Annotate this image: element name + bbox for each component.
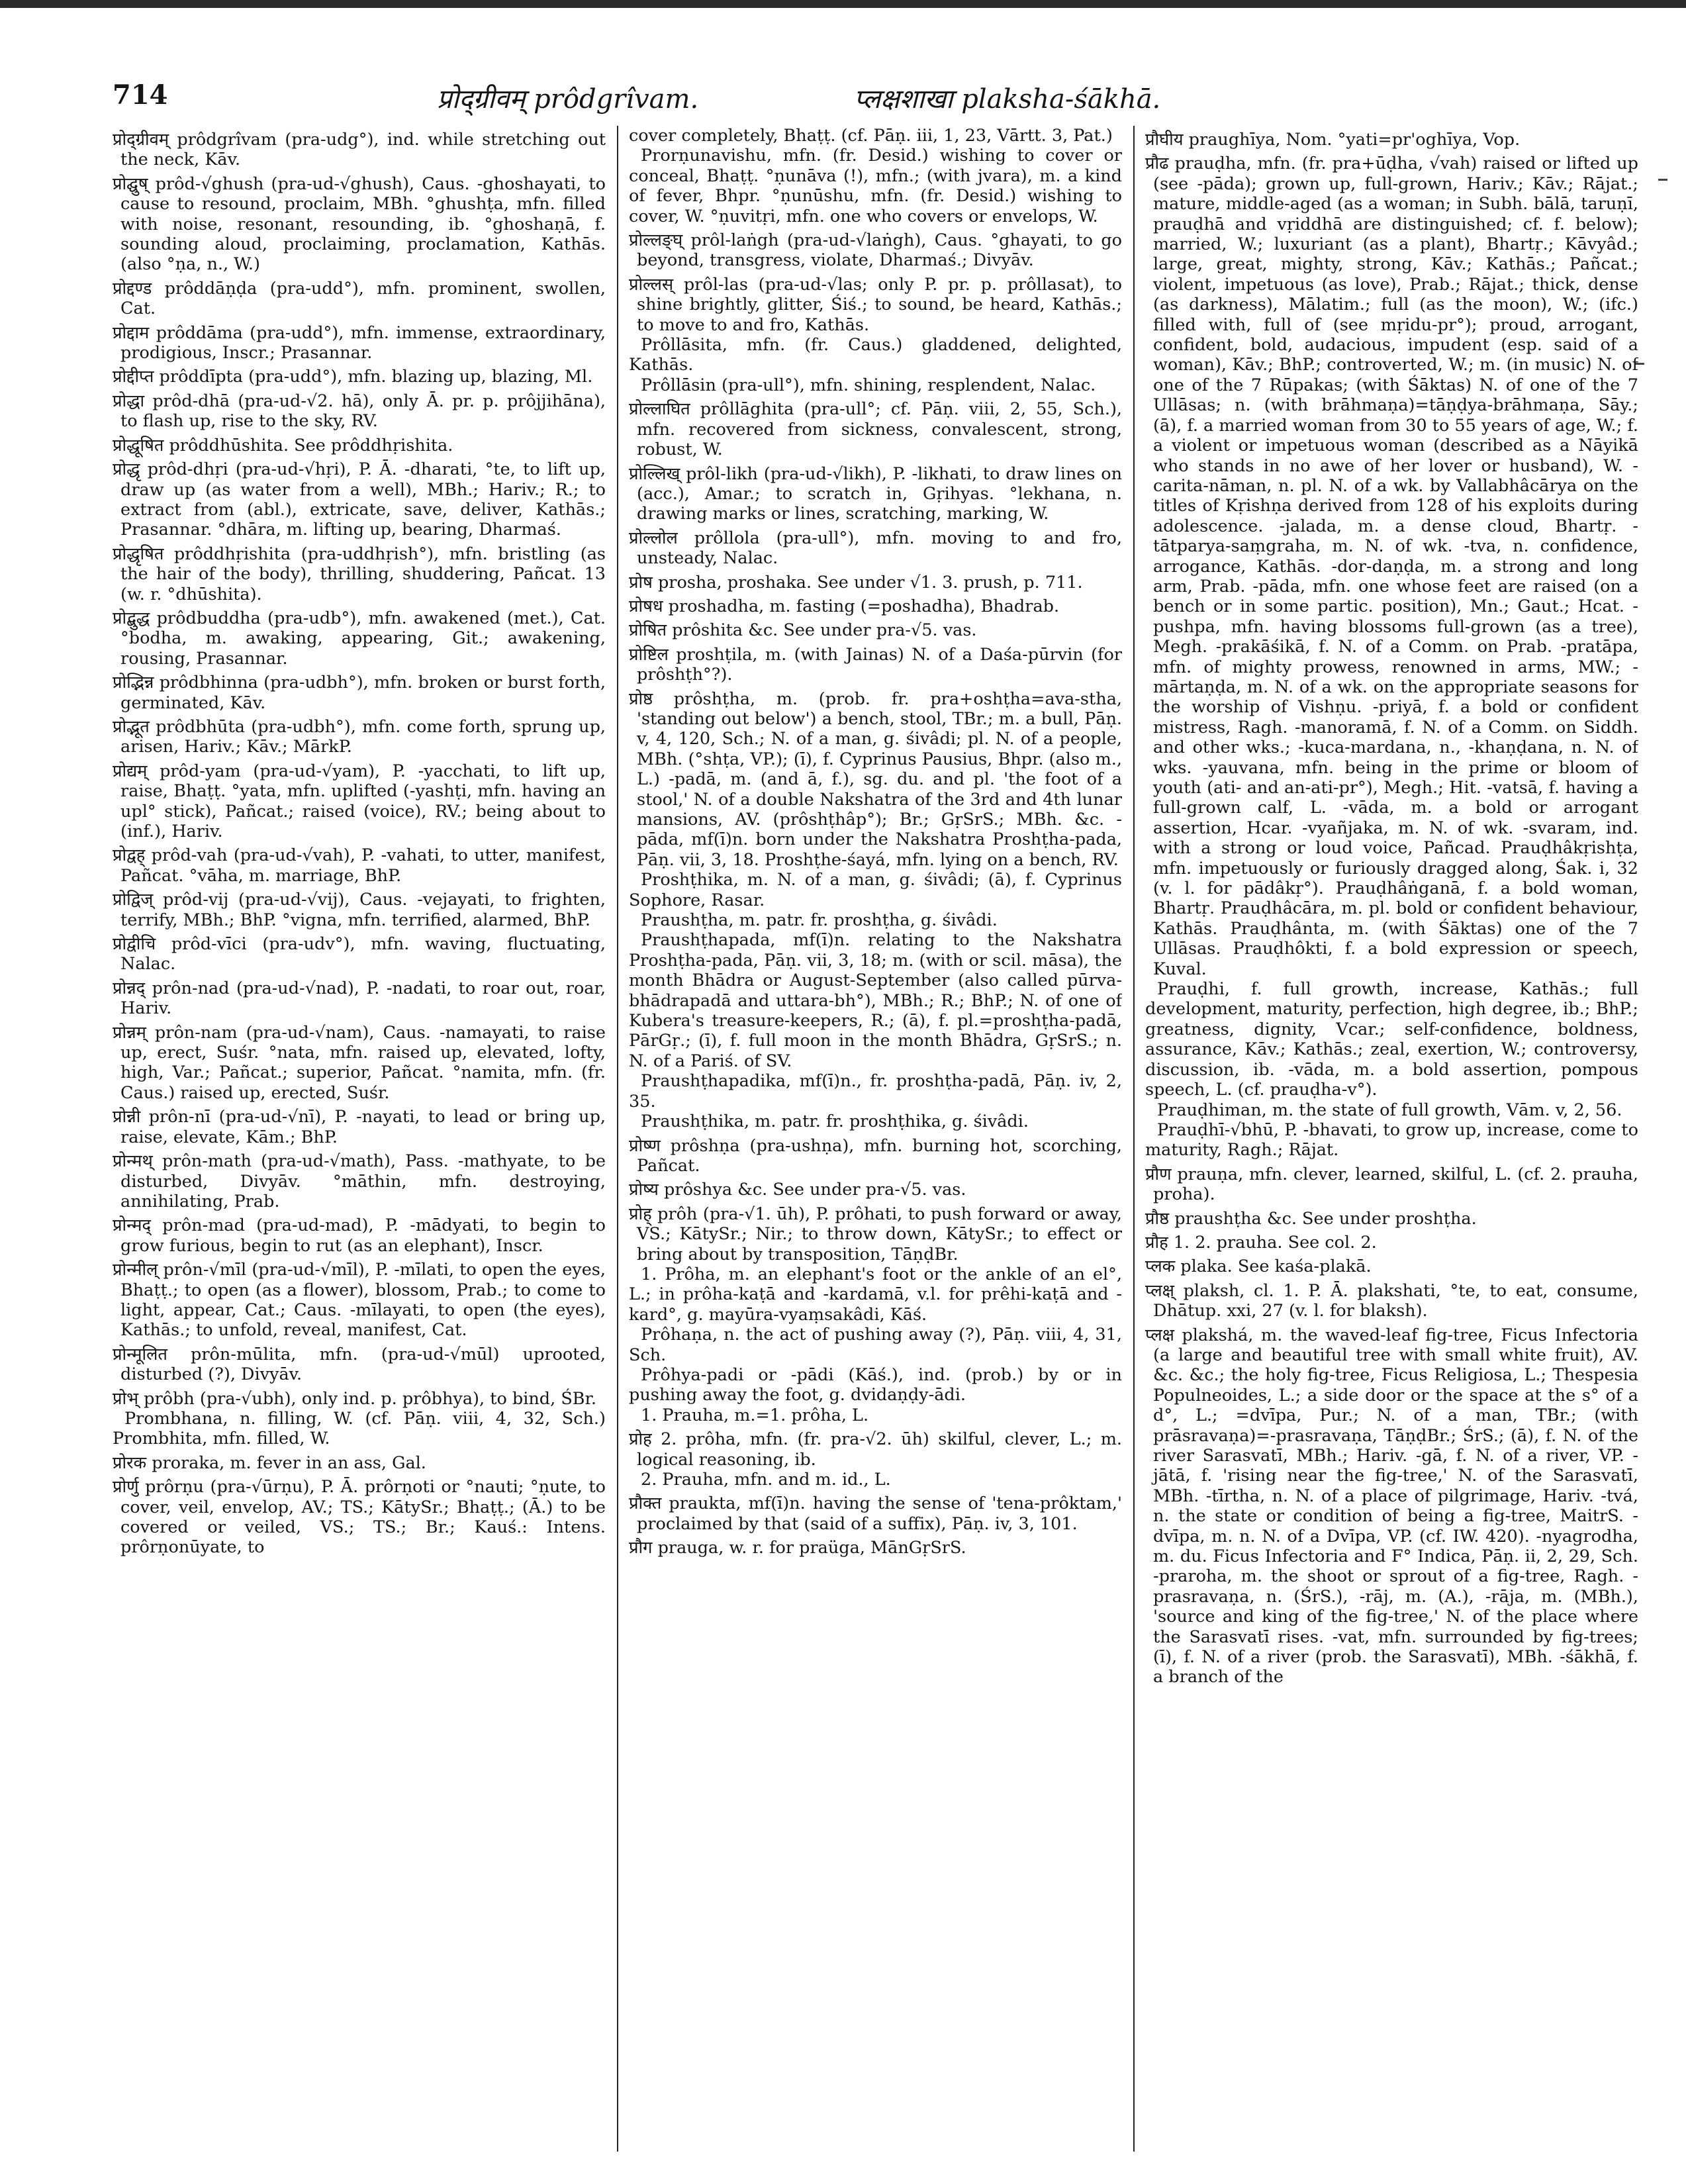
dictionary-entry: प्रौष्ठ praushṭha &c. See under proshṭha.	[1145, 1208, 1477, 1229]
dictionary-entry: प्रोद्वीचि prôd-vīci (pra-udv°), mfn. waving, fluctuating, Nalac.	[113, 934, 606, 974]
dictionary-subentry: 1. Prauha, m.=1. prôha, L.	[641, 1405, 869, 1425]
dictionary-subentry: Prorṇunavishu, mfn. (fr. Desid.) wishing to cover or conceal, Bhaṭṭ. °ṇunāva (!), mfn.; (with jvara), m. a kind of fever, Bhpr. °ṇunūshu, mfn. (fr. Desid.) wishing to cover, W. °ṇuvitṛi, mfn. one who covers or envelops, W.	[629, 146, 1122, 226]
dictionary-entry: प्रोन्मद् prôn-mad (pra-ud-mad), P. -mādyati, to begin to grow furious, begin to rut (as an elephant), Inscr.	[113, 1215, 606, 1256]
dictionary-subentry: Prauḍhiman, m. the state of full growth, Vām. v, 2, 56.	[1157, 1100, 1622, 1120]
dictionary-entry: प्रोद्ग्रीवम् prôdgrîvam (pra-udg°), ind. while stretching out the neck, Kāv.	[113, 130, 606, 170]
right-running-head: प्लक्षशाखा plaksha-śākhā.	[854, 84, 1161, 115]
dictionary-subentry: Proshṭhika, m. N. of a man, g. śivâdi; (ā), f. Cyprinus Sophore, Rasar.	[629, 870, 1122, 910]
dictionary-entry: प्रोन्नम् prôn-nam (pra-ud-√nam), Caus. -namayati, to raise up, erect, Suśr. °nata, mfn. raised up, elevated, lofty, high, Var.; Pañcat.; superior, Pañcat. °namita, mfn. (fr. Caus.) raised up, erected, Suśr.	[113, 1022, 606, 1103]
dictionary-entry: प्रोद्वह् prôd-vah (pra-ud-√vah), P. -vahati, to utter, manifest, Pañcat. °vāha, m. marriage, BhP.	[113, 845, 606, 886]
dictionary-entry: प्रोद्धृ prôd-dhṛi (pra-ud-√hṛi), P. Ā. -dharati, °te, to lift up, draw up (as water from a well), MBh.; Hariv.; R.; to extract from (abl.), extricate, save, deliver, Kathās.; Prasannar. °dhāra, m. lifting up, bearing, Dharmaś.	[113, 459, 606, 540]
dictionary-entry: प्रोल्लोल prôllola (pra-ull°), mfn. moving to and fro, unsteady, Nalac.	[629, 528, 1122, 569]
dictionary-entry: प्रोद्दाम prôddāma (pra-udd°), mfn. immense, extraordinary, prodigious, Inscr.; Prasannar.	[113, 322, 606, 363]
left-running-head: प्रोद्ग्रीवम् prôdgrîvam.	[437, 84, 699, 115]
dictionary-entry: प्रोष prosha, proshaka. See under √1. 3. prush, p. 711.	[629, 572, 1083, 593]
dictionary-entry: प्रोह 2. prôha, mfn. (fr. pra-√2. ūh) skilful, clever, L.; m. logical reasoning, ib.	[629, 1429, 1122, 1470]
dictionary-entry: प्रोष्टिल proshṭila, m. (with Jainas) N. of a Daśa-pūrvin (for prôshṭh°?).	[629, 644, 1122, 685]
dictionary-subentry: Praushṭhika, m. patr. fr. proshṭhika, g. śivâdi.	[641, 1112, 1029, 1132]
dictionary-entry: प्रोल्लस् prôl-las (pra-ud-√las; only P. pr. p. prôllasat), to shine brightly, glitter, Śiś.; to sound, be heard, Kathās.; to move to and fro, Kathās.	[629, 274, 1122, 335]
dictionary-entry: प्लक्ष plakshá, m. the waved-leaf fig-tree, Ficus Infectoria (a large and beautiful tree with small white fruit), AV. &c. &c.; the holy fig-tree, Ficus Religiosa, L.; Thespesia Populneoides, L.; a side door or the space at the s° of a d°, L.; =dvīpa, Pur.; N. of a man, TBr.; (with prāsravaṇa)=-prasravaṇa, TāṇḍBr.; ŚrS.; (ā), f. N. of the river Sarasvatī, MBh.; Hariv. -gā, f. N. of a river, VP. -jātā, f. 'rising near the fig-tree,' N. of the Sarasvatī, MBh. -tīrtha, n. N. of a place of pilgrimage, Hariv. -tvá, n. the state or condition of being a fig-tree, MaitrS. -dvīpa, m. n. N. of a Dvīpa, VP. (cf. IW. 420). -nyagrodha, m. du. Ficus Infectoria and F° Indica, Pāṇ. ii, 2, 29, Sch. -praroha, m. the shoot or sprout of a fig-tree, Ragh. -prasravaṇa, n. (ŚrS.), -rāj, m. (A.), -rāja, m. (MBh.), 'source and king of the fig-tree,' N. of the place where the Sarasvatī rises. -vat, mfn. surrounded by fig-trees; (ī), f. N. of a river (prob. the Sarasvatī), MBh. -śākhā, f. a branch of the	[1145, 1325, 1638, 1687]
dictionary-subentry: cover completely, Bhaṭṭ. (cf. Pāṇ. iii, 1, 23, Vārtt. 3, Pat.)	[629, 126, 1113, 146]
dictionary-subentry: Prôhaṇa, n. the act of pushing away (?), Pāṇ. viii, 4, 31, Sch.	[629, 1325, 1122, 1365]
dictionary-entry: प्रोह् prôh (pra-√1. ūh), P. prôhati, to push forward or away, VS.; KātySr.; Nir.; to throw down, KātySr.; to effect or bring about by transposition, TāṇḍBr.	[629, 1204, 1122, 1264]
dictionary-entry: प्रोद्धृषित prôddhṛishita (pra-uddhṛish°), mfn. bristling (as the hair of the body), thrilling, shuddering, Pañcat. 13 (w. r. °dhūshita).	[113, 544, 606, 604]
dictionary-entry: प्रोल्लिख् prôl-likh (pra-ud-√likh), P. -likhati, to draw lines on (acc.), Amar.; to scratch in, Gṛihyas. °lekhana, n. drawing marks or lines, scratching, marking, W.	[629, 463, 1122, 524]
dictionary-entry: प्रोष्ठ prôshṭha, m. (prob. fr. pra+oshṭha=ava-stha, 'standing out below') a bench, stool, TBr.; m. a bull, Pāṇ. v, 4, 120, Sch.; N. of a man, g. śivâdi; pl. N. of a people, MBh. (°shṭa, VP.); (ī), f. Cyprinus Pausius, Bhpr. (also m., L.) -padā, m. (and ā, f.), sg. du. and pl. 'the foot of a stool,' N. of a double Nakshatra of the 3rd and 4th lunar mansions, AV. (prôshṭhâp°); Br.; GṛSrS.; MBh. &c. -pāda, mf(ī)n. born under the Nakshatra Proshṭha-pada, Pāṇ. vii, 3, 18. Proshṭhe-śayá, mfn. lying on a bench, RV.	[629, 688, 1122, 870]
dictionary-entry: प्रोभ् prôbh (pra-√ubh), only ind. p. prôbhya), to bind, ŚBr.	[113, 1388, 597, 1409]
dictionary-entry: प्रोद्धूषित prôddhūshita. See prôddhṛishita.	[113, 435, 453, 455]
dictionary-subentry: Prauḍhī-√bhū, P. -bhavati, to grow up, increase, come to maturity, Ragh.; Rājat.	[1145, 1119, 1638, 1161]
dictionary-subentry: 1. Prôha, m. an elephant's foot or the ankle of an el°, L.; in prôha-kaṭā and -kardamā, v.l. for prêhi-kaṭā and -kard°, g. mayūra-vyaṃsakâdi, Kāś.	[629, 1264, 1122, 1325]
dictionary-entry: प्रोद्दीप्त prôddīpta (pra-udd°), mfn. blazing up, blazing, Ml.	[113, 367, 593, 387]
dictionary-entry: प्रोन्मथ् prôn-math (pra-ud-√math), Pass. -mathyate, to be disturbed, Divyāv. °māthin, mfn. destroying, annihilating, Prab.	[113, 1151, 606, 1211]
scan-top-edge	[0, 0, 1686, 8]
dictionary-subentry: Praushṭhapada, mf(ī)n. relating to the Nakshatra Proshṭha-pada, Pāṇ. vii, 3, 18; m. (with or scil. māsa), the month Bhādra or August-September (also called pūrva-bhādrapadā and uttara-bh°), MBh.; R.; BhP.; N. of one of Kubera's treasure-keepers, R.; (ā), f. pl.=proshṭha-padā, PārGṛ.; (ī), f. full moon in the month Bhādra, GṛSrS.; n. N. of a Pariś. of SV.	[629, 930, 1122, 1071]
dictionary-entry: प्रोर्णु prôrṇu (pra-√ūrṇu), P. Ā. prôrṇoti or °nauti; °ṇute, to cover, veil, envelop, AV.; TS.; KātySr.; Bhaṭṭ.; (Ā.) to be covered or veiled, VS.; TS.; Br.; Kauś.: Intens. prôrṇonūyate, to	[113, 1477, 606, 1558]
dictionary-entry: प्रोरक proraka, m. fever in an ass, Gal.	[113, 1452, 426, 1473]
dictionary-entry: प्रोद्विज् prôd-vij (pra-ud-√vij), Caus. -vejayati, to frighten, terrify, MBh.; BhP. °vigna, mfn. terrified, alarmed, BhP.	[113, 890, 606, 930]
dictionary-entry: प्रौक्त praukta, mf(ī)n. having the sense of 'tena-prôktam,' proclaimed by that (said of a suffix), Pāṇ. iv, 3, 101.	[629, 1494, 1122, 1534]
dictionary-entry: प्रोद्भिन्न prôdbhinna (pra-udbh°), mfn. broken or burst forth, germinated, Kāv.	[113, 673, 606, 713]
dictionary-subentry: Praushṭhapadika, mf(ī)n., fr. proshṭha-padā, Pāṇ. iv, 2, 35.	[629, 1071, 1122, 1112]
dictionary-subentry: 2. Prauha, mfn. and m. id., L.	[641, 1470, 891, 1490]
dictionary-entry: प्लक plaka. See kaśa-plakā.	[1145, 1257, 1372, 1277]
dictionary-entry: प्रोन्मूलित prôn-mūlita, mfn. (pra-ud-√mūl) uprooted, disturbed (?), Divyāv.	[113, 1344, 606, 1385]
dictionary-entry: प्रौढ prauḍha, mfn. (fr. pra+ūḍha, √vah) raised or lifted up (see -pāda); grown up, full-grown, Hariv.; Kāv.; Rājat.; mature, middle-aged (as a woman; in Subh. bālā, taruṇī, prauḍhā and vṛiddhā are distinguished; cf. f. below); married, W.; luxuriant (as a plant), Bhartṛ.; Kāvyâd.; large, great, mighty, strong, Kāv.; Kathās.; Pañcat.; violent, impetuous (as love), Prab.; Rājat.; thick, dense (as darkness), Mālatim.; full (as the moon), W.; (ifc.) filled with, full of (see mṛidu-pr°); proud, arrogant, confident, bold, audacious, impudent (esp. said of a woman), Kāv.; BhP.; controverted, W.; m. (in music) N. of one of the 7 Rūpakas; (with Śāktas) N. of one of the 7 Ullāsas; n. (with brāhmaṇa)=tāṇḍya-brāhmaṇa, Sāy.; (ā), f. a married woman from 30 to 55 years of age, W.; f. a violent or impetuous woman (described as a Nāyikā who stands in no awe of her lover or husband), W. -carita-nāman, n. pl. N. of a wk. by Vallabhâcārya on the titles of Kṛishṇa derived from 128 of his exploits during adolescence. -jalada, m. a dense cloud, Bhartṛ. -tātparya-saṃgraha, m. N. of wk. -tva, n. confidence, arrogance, Kathās. -dor-daṇḍa, m. a strong and long arm, Prab. -pāda, mfn. one whose feet are raised (on a bench or in some partic. position), Mn.; Gaut.; Hcat. -pushpa, mfn. having blossoms full-grown (as a tree), Megh. -prakāśikā, f. N. of a Comm. on Prab. -pratāpa, mfn. of mighty prowess, renowned in arms, MW.; -mārtaṇḍa, m. N. of a wk. on the appropriate seasons for the worship of Vishṇu. -priyā, f. a bold or confident mistress, Ragh. -manoramā, f. N. of a Comm. on Siddh. and other wks.; -kuca-mardana, n., -khaṇḍana, n. N. of wks. -yauvana, mfn. being in the prime or bloom of youth (ati- and an-ati-pr°), Megh.; Hit. -vatsā, f. having a full-grown calf, L. -vāda, m. a bold or arrogant assertion, Hcar. -vyañjaka, m. N. of wk. -svaram, ind. with a strong or loud voice, Pañcad. Prauḍhâkṛishṭa, mfn. impetuously or furiously dragged along, Śak. i, 32 (v. l. for pādâkṛ°). Prauḍhâṅganā, f. a bold woman, Bhartṛ. Prauḍhâcāra, m. pl. bold or confident behaviour, Kathās. Prauḍhânta, m. (with Śāktas) one of the 7 Ullāsas. Prauḍhôkti, f. a bold expression or speech, Kuval.	[1145, 154, 1638, 979]
dictionary-subentry: Prombhana, n. filling, W. (cf. Pāṇ. viii, 4, 32, Sch.) Prombhita, mfn. filled, W.	[113, 1408, 606, 1449]
dictionary-entry: प्रोषित prôshita &c. See under pra-√5. vas.	[629, 620, 977, 641]
dictionary-entry: प्रोन्नद् prôn-nad (pra-ud-√nad), P. -nadati, to roar out, roar, Hariv.	[113, 978, 606, 1019]
dictionary-entry: प्रौग prauga, w. r. for praüga, MānGṛSrS.	[629, 1538, 966, 1558]
dictionary-subentry: Prôllāsin (pra-ull°), mfn. shining, resplendent, Nalac.	[641, 375, 1096, 395]
dictionary-entry: प्लक्ष् plaksh, cl. 1. P. Ā. plakshati, °te, to eat, consume, Dhātup. xxi, 27 (v. l. for blaksh).	[1145, 1280, 1638, 1321]
page-header	[113, 74, 1665, 120]
dictionary-subentry: Prauḍhi, f. full growth, increase, Kathās.; full development, maturity, perfection, high degree, ib.; BhP.; greatness, dignity, Vcar.; self-confidence, boldness, assurance, Kāv.; Kathās.; zeal, exertion, W.; controversy, discussion, ib. -vāda, m. a bold assertion, pompous speech, L. (cf. prauḍha-v°).	[1145, 979, 1638, 1100]
dictionary-entry: प्रोद्धा prôd-dhā (pra-ud-√2. hā), only Ā. pr. p. prôjjihāna), to flash up, rise to the sky, RV.	[113, 391, 606, 432]
dictionary-entry: प्रोद्यम् prôd-yam (pra-ud-√yam), P. -yacchati, to lift up, raise, Bhaṭṭ. °yata, mfn. uplifted (-yashṭi, mfn. having an upl° stick), Pañcat.; raised (voice), RV.; being about to (inf.), Hariv.	[113, 761, 606, 841]
column-1	[113, 126, 606, 2158]
dictionary-entry: प्रोद्दण्ड prôddāṇḍa (pra-udd°), mfn. prominent, swollen, Cat.	[113, 278, 606, 319]
column-3	[1145, 126, 1638, 2158]
dictionary-entry: प्रोद्भूत prôdbhūta (pra-udbh°), mfn. come forth, sprung up, arisen, Hariv.; Kāv.; MārkP.	[113, 716, 606, 757]
dictionary-entry: प्रौण prauṇa, mfn. clever, learned, skilful, L. (cf. 2. prauha, proha).	[1145, 1164, 1638, 1205]
dictionary-entry: प्रोद्बुद्ध prôdbuddha (pra-udb°), mfn. awakened (met.), Cat. °bodha, m. awaking, appearing, Git.; awakening, rousing, Prasannar.	[113, 608, 606, 669]
dictionary-entry: प्रोद्घुष् prôd-√ghush (pra-ud-√ghush), Caus. -ghoshayati, to cause to resound, proclaim, MBh. °ghushṭa, mfn. filled with noise, resonant, resounding, ib. °ghoshaṇā, f. sounding aloud, proclaiming, proclamation, Kathās. (also °ṇa, n., W.)	[113, 173, 606, 275]
column-2	[629, 126, 1122, 2158]
dictionary-subentry: Prôhya-padi or -pādi (Kāś.), ind. (prob.) by or in pushing away the foot, g. dvidaṇḍy-ādi.	[629, 1364, 1122, 1405]
dictionary-columns	[113, 126, 1665, 2158]
dictionary-entry: प्रोष्ण prôshṇa (pra-ushṇa), mfn. burning hot, scorching, Pañcat.	[629, 1135, 1122, 1176]
dictionary-subentry: Praushṭha, m. patr. fr. proshṭha, g. śivâdi.	[641, 910, 998, 931]
dictionary-subentry: Prôllāsita, mfn. (fr. Caus.) gladdened, delighted, Kathās.	[629, 335, 1122, 375]
dictionary-entry: प्रोन्नी prôn-nī (pra-ud-√nī), P. -nayati, to lead or bring up, raise, elevate, Kām.; BhP.	[113, 1107, 606, 1147]
dictionary-entry: प्रौह 1. 2. prauha. See col. 2.	[1145, 1232, 1377, 1253]
dictionary-entry: प्रोन्मील् prôn-√mīl (pra-ud-√mīl), P. -mīlati, to open the eyes, Bhaṭṭ.; to open (as a flower), blossom, Prab.; to come to light, appear, Cat.; Caus. -mīlayati, to open (the eyes), Kathās.; to unfold, reveal, manifest, Cat.	[113, 1260, 606, 1341]
page-number: 714	[113, 79, 168, 111]
dictionary-entry: प्रोल्लङ्घ् prôl-laṅgh (pra-ud-√laṅgh), Caus. °ghayati, to go beyond, transgress, violate, Dharmaś.; Divyāv.	[629, 230, 1122, 271]
dictionary-entry: प्रोषध proshadha, m. fasting (=poshadha), Bhadrab.	[629, 596, 1060, 616]
dictionary-entry: प्रौघीय praughīya, Nom. °yati=pr'oghīya, Vop.	[1145, 130, 1521, 150]
dictionary-entry: प्रोष्य prôshya &c. See under pra-√5. vas.	[629, 1180, 966, 1200]
dictionary-entry: प्रोल्लाघित prôllāghita (pra-ull°; cf. Pāṇ. viii, 2, 55, Sch.), mfn. recovered from sickness, convalescent, strong, robust, W.	[629, 399, 1122, 460]
